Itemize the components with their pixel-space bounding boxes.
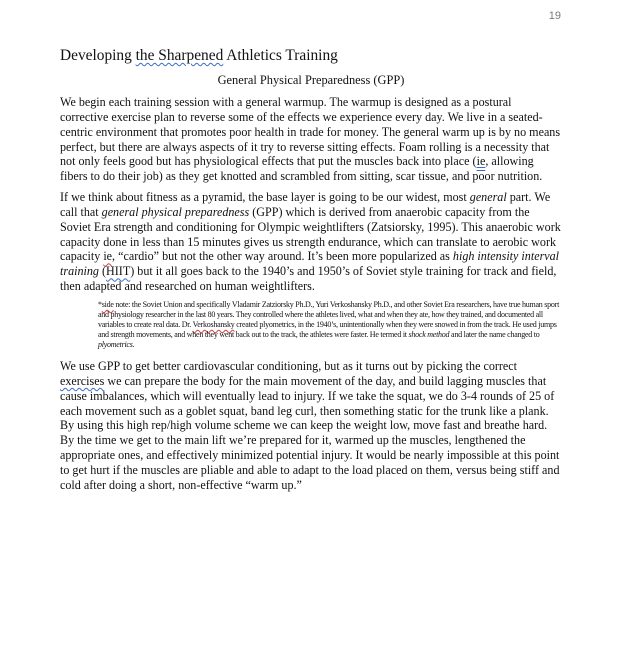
section-heading: General Physical Preparedness (GPP) (217, 73, 405, 87)
note-em-shock: shock method (408, 329, 450, 339)
para2-text-6: ) but it all goes back to the 1940’s and 1950’s of Soviet style training for track and field, then adapted and researched on human weightlifters. (60, 264, 557, 294)
note-text-3: and later the name changed to (449, 329, 540, 339)
para3-text-2: we can prepare the body for the main movement of the day, and build lagging muscles that cause imbalances, which will eventually lead to injury. If we take the squat, we do 3-4 rounds of 25 of each movement such as a goblet squat, band leg curl, then something static for the trunk like a plank. By using this high rep/high volume scheme we can keep the weight low, move fast and breathe hard. By the time we get to the main lift we’re prepared for it, warmed up the muscles, lengthened the appropriate ones, and effectively minimized potential injury. It would be nearly impossible at this point to get hurt if the muscles are pliable and able to adapt to the load placed on them, versus being stiff and cold after doing a short, non-effective “warm up.” (60, 373, 560, 492)
note-em-plyometrics: plyometrics (98, 339, 133, 349)
note-side-marked: side (101, 299, 114, 309)
para2-em-general: general (469, 190, 507, 205)
note-text-1: note: the Soviet Union and specifically Vladamir Zatziorsky Ph.D., Yuri Verkoshansky Ph.D., and other Soviet Era researchers, have true human sport and physiology researcher in the last 80 years. They controlled where the athletes lived, what and when they ate, how they trained, and documented all variables to create real data. Dr. (98, 299, 560, 329)
para2-text-3: (GPP) which is derived from anaerobic capacity from the Soviet Era strength and conditioning for Olympic weightlifters (Zatsiorsky, 1995). This anaerobic work capacity done in less than 15 minutes gives us strength endurance, which can translate to aerobic work capacity (60, 204, 561, 264)
title-text-post: Athletics Training (223, 47, 338, 64)
para3-exercises-marked: exercises (60, 373, 105, 388)
note-text-2: created plyometrics, in the 1940’s, unintentionally when they were snowed in from the track. He used jumps and strength movements, and when they went back out to the track, the athletes were faster. He termed it (98, 319, 557, 339)
para3-text-1: We use GPP to get better cardiovascular conditioning, but as it turns out by picking the correct (60, 358, 518, 373)
title-grammar-marked: the Sharpened (135, 47, 224, 64)
para2-text-2: part. We call that (60, 190, 551, 219)
para1-text-2: , allowing fibers to do their job) as they get knotted and scrambled from sitting, scar tissue, and poor nutrition. (60, 154, 543, 184)
page-number: 19 (548, 10, 561, 22)
paragraph-pyramid (60, 190, 562, 294)
side-note (98, 300, 568, 350)
note-asterisk: * (98, 299, 102, 309)
document-title (60, 46, 562, 65)
note-text-4: . (132, 339, 135, 349)
note-name-marked: Verkoshansky (192, 319, 235, 329)
para2-ie-marked: ie (103, 249, 113, 264)
title-text-pre: Developing (60, 47, 136, 64)
para2-text-1: If we think about fitness as a pyramid, the base layer is going to be our widest, most (60, 190, 470, 205)
paragraph-warmup (60, 95, 562, 184)
paragraph-gpp-use (60, 359, 562, 493)
para1-ie-marked: ie (476, 154, 486, 169)
document-body (60, 46, 562, 499)
para2-text-5: ( (98, 264, 107, 279)
para2-text-4: , “cardio” but not the other way around. It’s been more popularized as (112, 249, 453, 264)
para2-em-hiit: high intensity interval training (60, 249, 560, 279)
para2-em-gpp: general physical preparedness (101, 204, 250, 219)
para2-hiit-marked: HIIT (106, 264, 131, 279)
para1-text-1: We begin each training session with a general warmup. The warmup is designed as a postural corrective exercise plan to reverse some of the effects we experience every day. We live in a seated-centric environment that promotes poor health in trade for money. The general warm up is by no means perfect, but there are always aspects of it try to reverse sitting effects. Foam rolling is a necessity that not only feels good but has physiological effects that put the muscles back into place ( (60, 95, 561, 169)
